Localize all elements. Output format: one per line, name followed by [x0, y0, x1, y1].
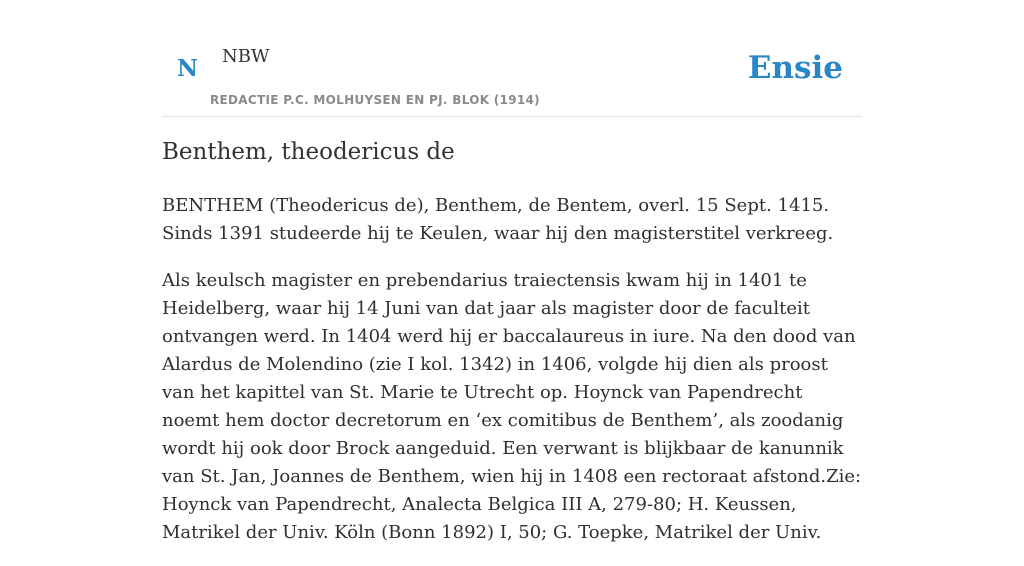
- brand-logo[interactable]: Ensie: [747, 50, 843, 86]
- site-header: [162, 0, 862, 117]
- article-paragraph: Als keulsch magister en prebendarius traiectensis kwam hij in 1401 te Heidelberg, waar hij 14 Juni van dat jaar als magister door de faculteit ontvangen werd. In 1404 werd hij er baccalaureus in iure. Na den dood van Alardus de Molendino (zie I kol. 1342) in 1406, volgde hij dien als proost van het kapittel van St. Marie te Utrecht op. Hoynck van Papendrecht noemt hem doctor decretorum en ‘ex comitibus de Benthem’, als zoodanig wordt hij ook door Brock aangeduid. Een verwant is blijkbaar de kanunnik van St. Jan, Joannes de Benthem, wien hij in 1408 een rectoraat afstond.Zie: Hoynck van Papendrecht, Analecta Belgica III A, 279-80; H. Keussen, Matrikel der Univ. Köln (Bonn 1892) I, 50; G. Toepke, Matrikel der Univ.: [162, 270, 862, 543]
- article-paragraph: BENTHEM (Theodericus de), Benthem, de Bentem, overl. 15 Sept. 1415. Sinds 1391 studeerde hij te Keulen, waar hij den magisterstitel verkreeg.: [162, 195, 834, 244]
- source-logo[interactable]: N: [177, 55, 199, 82]
- source-name[interactable]: NBW: [222, 46, 270, 67]
- source-subtitle: REDACTIE P.C. MOLHUYSEN EN PJ. BLOK (1914): [210, 93, 540, 107]
- article-body: [162, 192, 864, 566]
- article-title: Benthem, theodericus de: [162, 139, 455, 165]
